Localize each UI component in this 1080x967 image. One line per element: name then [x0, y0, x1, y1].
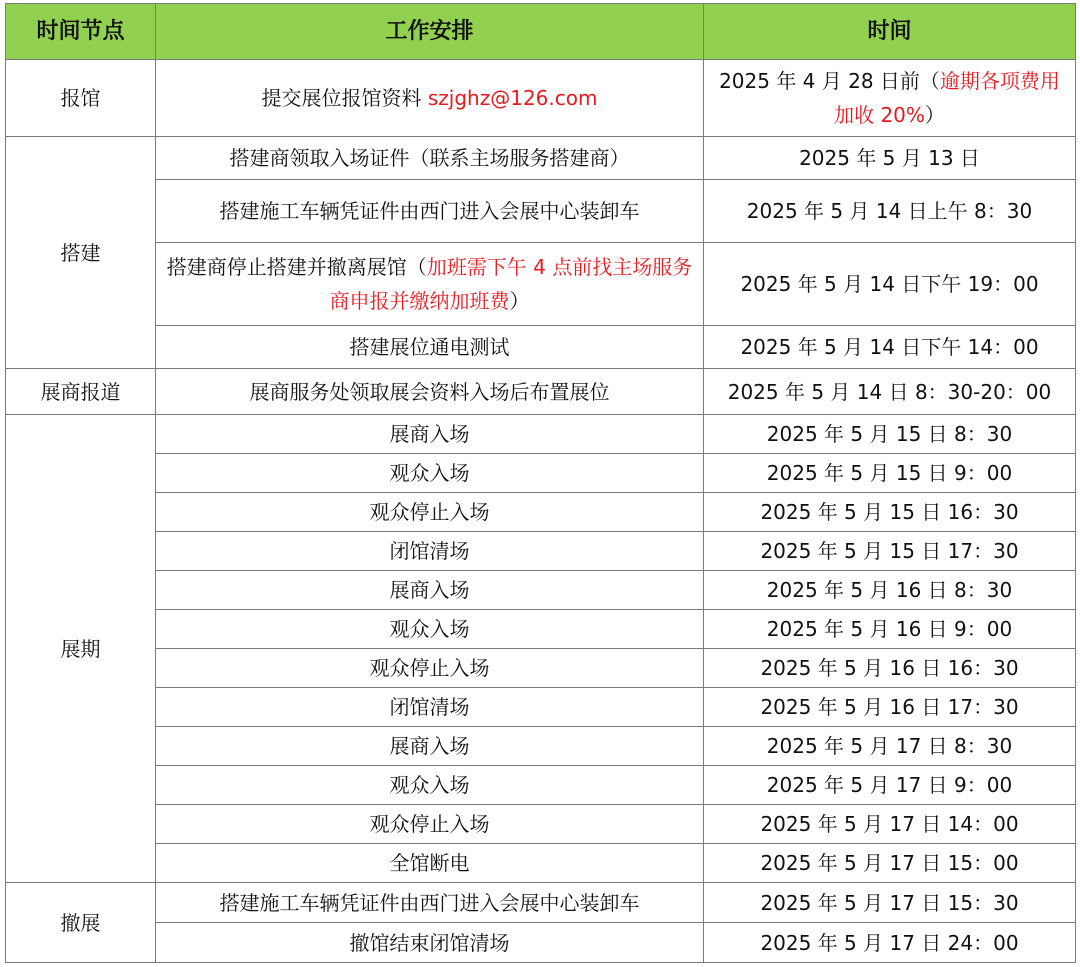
table-row — [6, 844, 1076, 883]
time-cell — [704, 60, 1076, 137]
task-cell: 搭建商领取入场证件（联系主场服务搭建商） — [156, 137, 704, 180]
task-cell: 闭馆清场 — [156, 688, 704, 727]
time-cell: 2025 年 5 月 14 日上午 8：30 — [704, 180, 1076, 243]
time-cell: 2025 年 5 月 17 日 8：30 — [704, 727, 1076, 766]
time-cell: 2025 年 5 月 16 日 9：00 — [704, 610, 1076, 649]
time-cell: 2025 年 5 月 14 日 8：30-20：00 — [704, 369, 1076, 415]
task-cell: 撤馆结束闭馆清场 — [156, 923, 704, 963]
table-row — [6, 137, 1076, 180]
time-cell: 2025 年 5 月 17 日 15：30 — [704, 883, 1076, 923]
stage-cell: 展商报道 — [6, 369, 156, 415]
schedule-table — [5, 3, 1076, 963]
task-cell: 展商入场 — [156, 727, 704, 766]
time-cell: 2025 年 5 月 16 日 8：30 — [704, 571, 1076, 610]
time-cell: 2025 年 5 月 17 日 14：00 — [704, 805, 1076, 844]
time-cell: 2025 年 5 月 15 日 8：30 — [704, 415, 1076, 454]
time-cell: 2025 年 5 月 16 日 17：30 — [704, 688, 1076, 727]
task-cell: 搭建施工车辆凭证件由西门进入会展中心装卸车 — [156, 180, 704, 243]
table-row — [6, 610, 1076, 649]
task-cell: 观众入场 — [156, 454, 704, 493]
table-row — [6, 180, 1076, 243]
header-task: 工作安排 — [156, 4, 704, 60]
header-row — [6, 4, 1076, 60]
header-stage: 时间节点 — [6, 4, 156, 60]
overtime-note: 加班需下午 4 点前找主场服务商申报并缴纳加班费 — [329, 255, 693, 313]
stage-cell: 搭建 — [6, 137, 156, 369]
task-cell: 闭馆清场 — [156, 532, 704, 571]
late-fee-note: 逾期各项费用加收 20% — [834, 69, 1060, 127]
table-row — [6, 493, 1076, 532]
task-cell: 观众停止入场 — [156, 805, 704, 844]
time-cell: 2025 年 5 月 14 日下午 19：00 — [704, 243, 1076, 326]
header-time: 时间 — [704, 4, 1076, 60]
table-row — [6, 532, 1076, 571]
time-cell: 2025 年 5 月 17 日 24：00 — [704, 923, 1076, 963]
table-row — [6, 369, 1076, 415]
stage-cell: 报馆 — [6, 60, 156, 137]
time-cell: 2025 年 5 月 13 日 — [704, 137, 1076, 180]
table-row — [6, 727, 1076, 766]
task-cell: 观众停止入场 — [156, 493, 704, 532]
table-row — [6, 649, 1076, 688]
task-cell — [156, 60, 704, 137]
table-row — [6, 688, 1076, 727]
time-cell: 2025 年 5 月 14 日下午 14：00 — [704, 326, 1076, 369]
task-cell: 观众入场 — [156, 766, 704, 805]
task-cell: 搭建展位通电测试 — [156, 326, 704, 369]
time-cell: 2025 年 5 月 15 日 9：00 — [704, 454, 1076, 493]
table-row — [6, 243, 1076, 326]
table-row — [6, 923, 1076, 963]
task-text: 提交展位报馆资料 — [261, 86, 428, 110]
task-cell — [156, 243, 704, 326]
task-cell: 全馆断电 — [156, 844, 704, 883]
task-cell: 观众入场 — [156, 610, 704, 649]
task-cell: 展商入场 — [156, 571, 704, 610]
task-cell: 观众停止入场 — [156, 649, 704, 688]
table-row — [6, 454, 1076, 493]
table-row — [6, 60, 1076, 137]
stage-cell: 撤展 — [6, 883, 156, 963]
task-text: 搭建商停止搭建并撤离展馆（ — [166, 255, 427, 279]
task-tail: ） — [509, 289, 530, 313]
time-cell: 2025 年 5 月 15 日 17：30 — [704, 532, 1076, 571]
stage-cell: 展期 — [6, 415, 156, 883]
time-cell: 2025 年 5 月 17 日 15：00 — [704, 844, 1076, 883]
table-row — [6, 805, 1076, 844]
table-row — [6, 415, 1076, 454]
table-row — [6, 571, 1076, 610]
time-text: 2025 年 4 月 28 日前（ — [719, 69, 940, 93]
time-tail: ） — [924, 103, 945, 127]
email-text: szjghz@126.com — [427, 86, 598, 110]
time-cell: 2025 年 5 月 16 日 16：30 — [704, 649, 1076, 688]
task-cell: 展商服务处领取展会资料入场后布置展位 — [156, 369, 704, 415]
task-cell: 展商入场 — [156, 415, 704, 454]
table-row — [6, 883, 1076, 923]
time-cell: 2025 年 5 月 15 日 16：30 — [704, 493, 1076, 532]
time-cell: 2025 年 5 月 17 日 9：00 — [704, 766, 1076, 805]
task-cell: 搭建施工车辆凭证件由西门进入会展中心装卸车 — [156, 883, 704, 923]
table-row — [6, 766, 1076, 805]
table-row — [6, 326, 1076, 369]
